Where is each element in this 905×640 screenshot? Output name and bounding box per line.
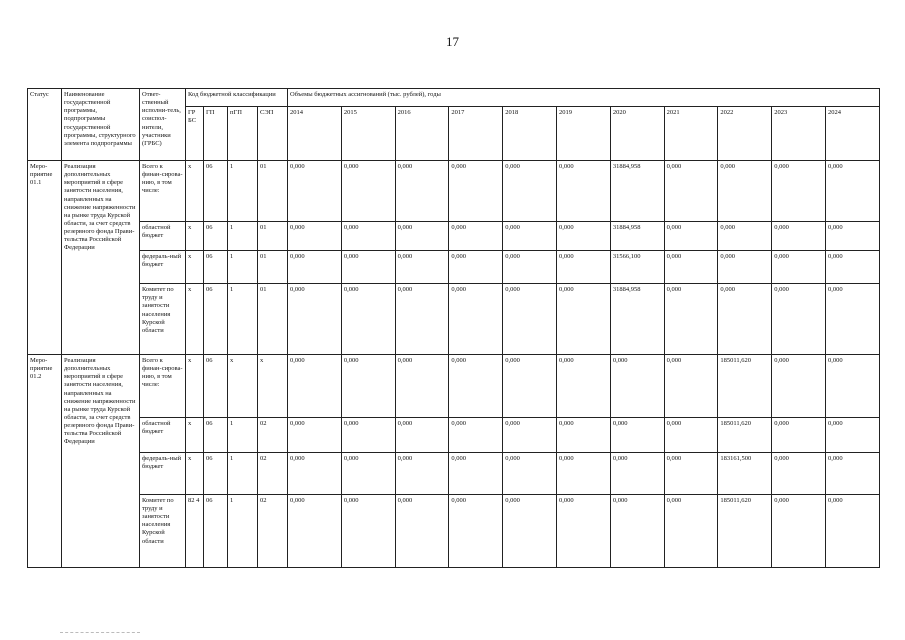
- responsible-cell: областной бюджет: [140, 221, 186, 250]
- status-cell: Меро-приятие 01.1: [28, 161, 62, 355]
- grbs-cell: х: [186, 355, 204, 418]
- value-cell: 0,000: [341, 250, 395, 283]
- value-cell: 0,000: [826, 355, 880, 418]
- pgp-cell: 1: [228, 494, 258, 567]
- header-volumes: Объемы бюджетных ассигнований (тыс. рублей), годы: [288, 89, 880, 107]
- value-cell: 0,000: [826, 250, 880, 283]
- value-cell: 0,000: [503, 494, 557, 567]
- responsible-cell: федераль-ный бюджет: [140, 250, 186, 283]
- value-cell: 0,000: [557, 250, 611, 283]
- value-cell: 0,000: [772, 221, 826, 250]
- header-year: 2023: [772, 107, 826, 161]
- value-cell: 0,000: [341, 221, 395, 250]
- grbs-cell: 82 4: [186, 494, 204, 567]
- value-cell: 0,000: [503, 221, 557, 250]
- grbs-cell: х: [186, 221, 204, 250]
- gp-cell: 06: [204, 453, 228, 495]
- gp-cell: 06: [204, 250, 228, 283]
- value-cell: 0,000: [664, 417, 718, 452]
- value-cell: 0,000: [395, 417, 449, 452]
- value-cell: 0,000: [718, 250, 772, 283]
- value-cell: 0,000: [395, 284, 449, 355]
- responsible-cell: Комитет по труду и занятости населения Курской области: [140, 494, 186, 567]
- table-row: [28, 284, 880, 355]
- value-cell: 185011,620: [718, 494, 772, 567]
- gp-cell: 06: [204, 221, 228, 250]
- value-cell: 0,000: [288, 453, 342, 495]
- value-cell: 0,000: [395, 355, 449, 418]
- header-budget-code: Код бюджетной классификации: [186, 89, 288, 107]
- value-cell: 0,000: [341, 453, 395, 495]
- pgp-cell: 1: [228, 221, 258, 250]
- header-year: 2024: [826, 107, 880, 161]
- header-grbs: ГР БС: [186, 107, 204, 161]
- header-year: 2020: [610, 107, 664, 161]
- value-cell: 0,000: [664, 161, 718, 222]
- value-cell: 0,000: [557, 221, 611, 250]
- value-cell: 0,000: [288, 355, 342, 418]
- value-cell: 0,000: [395, 250, 449, 283]
- value-cell: 31566,100: [610, 250, 664, 283]
- value-cell: 0,000: [557, 284, 611, 355]
- status-cell: Меро-приятие 01.2: [28, 355, 62, 568]
- value-cell: 0,000: [610, 417, 664, 452]
- header-year: 2022: [718, 107, 772, 161]
- pgp-cell: 1: [228, 453, 258, 495]
- value-cell: 0,000: [557, 161, 611, 222]
- value-cell: 0,000: [610, 453, 664, 495]
- budget-table: [27, 88, 880, 568]
- sep-cell: 02: [258, 453, 288, 495]
- gp-cell: 06: [204, 355, 228, 418]
- value-cell: 185011,620: [718, 355, 772, 418]
- responsible-cell: Комитет по труду и занятости населения Курской области: [140, 284, 186, 355]
- name-cell: Реализация дополнительных мероприятий в сфере занятости населения, направленных на снижение напряженности на рынке труда Курской области, за счет средств резервного фонда Прави-тельства Российской Федерации: [62, 161, 140, 355]
- value-cell: 183161,500: [718, 453, 772, 495]
- header-year: 2017: [449, 107, 503, 161]
- sep-cell: 01: [258, 221, 288, 250]
- value-cell: 0,000: [288, 250, 342, 283]
- value-cell: 0,000: [826, 221, 880, 250]
- header-gp: ГП: [204, 107, 228, 161]
- value-cell: 185011,620: [718, 417, 772, 452]
- grbs-cell: х: [186, 453, 204, 495]
- value-cell: 0,000: [718, 161, 772, 222]
- responsible-cell: федераль-ный бюджет: [140, 453, 186, 495]
- value-cell: 0,000: [341, 161, 395, 222]
- value-cell: 0,000: [395, 494, 449, 567]
- responsible-cell: Всего к финан-сирова-нию, в том числе:: [140, 161, 186, 222]
- header-year: 2016: [395, 107, 449, 161]
- value-cell: 0,000: [341, 494, 395, 567]
- value-cell: 0,000: [664, 494, 718, 567]
- value-cell: 0,000: [503, 250, 557, 283]
- value-cell: 0,000: [772, 494, 826, 567]
- value-cell: 0,000: [341, 355, 395, 418]
- value-cell: 0,000: [610, 355, 664, 418]
- responsible-cell: областной бюджет: [140, 417, 186, 452]
- name-cell: Реализация дополнительных мероприятий в сфере занятости населения, направленных на снижение напряженности на рынке труда Курской области, за счет средств резервного фонда Прави-тельства Российской Федерации: [62, 355, 140, 568]
- sep-cell: 01: [258, 250, 288, 283]
- header-year: 2019: [557, 107, 611, 161]
- value-cell: 0,000: [826, 494, 880, 567]
- value-cell: 0,000: [718, 221, 772, 250]
- value-cell: 0,000: [449, 221, 503, 250]
- value-cell: 0,000: [449, 355, 503, 418]
- header-year: 2015: [341, 107, 395, 161]
- header-status: Статус: [28, 89, 62, 161]
- value-cell: 0,000: [503, 417, 557, 452]
- value-cell: 0,000: [503, 355, 557, 418]
- sep-cell: 01: [258, 161, 288, 222]
- header-year: 2018: [503, 107, 557, 161]
- value-cell: 0,000: [288, 161, 342, 222]
- value-cell: 0,000: [772, 284, 826, 355]
- table-row: [28, 355, 880, 418]
- pgp-cell: х: [228, 355, 258, 418]
- table-row: [28, 453, 880, 495]
- value-cell: 0,000: [341, 284, 395, 355]
- value-cell: 0,000: [449, 417, 503, 452]
- header-name: Наименование государственной программы, подпрограммы государственной программы, структурного элемента подпрограммы: [62, 89, 140, 161]
- value-cell: 0,000: [557, 417, 611, 452]
- value-cell: 0,000: [503, 161, 557, 222]
- value-cell: 0,000: [826, 417, 880, 452]
- value-cell: 0,000: [503, 453, 557, 495]
- value-cell: 0,000: [341, 417, 395, 452]
- value-cell: 0,000: [826, 161, 880, 222]
- table-row: [28, 221, 880, 250]
- header-sep: СЭП: [258, 107, 288, 161]
- sep-cell: х: [258, 355, 288, 418]
- table-body: [28, 161, 880, 568]
- table-row: [28, 494, 880, 567]
- grbs-cell: х: [186, 284, 204, 355]
- value-cell: 0,000: [449, 250, 503, 283]
- value-cell: 0,000: [610, 494, 664, 567]
- table-row: [28, 417, 880, 452]
- value-cell: 0,000: [557, 453, 611, 495]
- value-cell: 0,000: [449, 161, 503, 222]
- sep-cell: 02: [258, 494, 288, 567]
- value-cell: 0,000: [772, 417, 826, 452]
- value-cell: 0,000: [664, 284, 718, 355]
- value-cell: 0,000: [288, 284, 342, 355]
- value-cell: 0,000: [288, 221, 342, 250]
- header-year: 2021: [664, 107, 718, 161]
- table-row: [28, 161, 880, 222]
- value-cell: 0,000: [826, 284, 880, 355]
- sep-cell: 02: [258, 417, 288, 452]
- value-cell: 31884,958: [610, 161, 664, 222]
- page-number: 17: [446, 34, 459, 49]
- value-cell: 31884,958: [610, 221, 664, 250]
- value-cell: 0,000: [664, 453, 718, 495]
- gp-cell: 06: [204, 417, 228, 452]
- value-cell: 0,000: [449, 494, 503, 567]
- value-cell: 0,000: [664, 221, 718, 250]
- value-cell: 0,000: [664, 250, 718, 283]
- sep-cell: 01: [258, 284, 288, 355]
- value-cell: 31884,958: [610, 284, 664, 355]
- value-cell: 0,000: [772, 161, 826, 222]
- gp-cell: 06: [204, 161, 228, 222]
- gp-cell: 06: [204, 494, 228, 567]
- grbs-cell: х: [186, 161, 204, 222]
- grbs-cell: х: [186, 417, 204, 452]
- value-cell: 0,000: [664, 355, 718, 418]
- value-cell: 0,000: [772, 355, 826, 418]
- value-cell: 0,000: [772, 453, 826, 495]
- grbs-cell: х: [186, 250, 204, 283]
- table-row: [28, 250, 880, 283]
- value-cell: 0,000: [449, 284, 503, 355]
- pgp-cell: 1: [228, 250, 258, 283]
- header-responsible: Ответ-ственный исполни-тель, соиспол-нители, участники (ГРБС): [140, 89, 186, 161]
- pgp-cell: 1: [228, 417, 258, 452]
- value-cell: 0,000: [718, 284, 772, 355]
- value-cell: 0,000: [395, 161, 449, 222]
- value-cell: 0,000: [288, 494, 342, 567]
- value-cell: 0,000: [288, 417, 342, 452]
- gp-cell: 06: [204, 284, 228, 355]
- pgp-cell: 1: [228, 161, 258, 222]
- value-cell: 0,000: [772, 250, 826, 283]
- value-cell: 0,000: [395, 221, 449, 250]
- header-pgp: пГП: [228, 107, 258, 161]
- value-cell: 0,000: [449, 453, 503, 495]
- scan-artifact: [60, 632, 140, 634]
- responsible-cell: Всего к финан-сирова-нию, в том числе:: [140, 355, 186, 418]
- value-cell: 0,000: [826, 453, 880, 495]
- pgp-cell: 1: [228, 284, 258, 355]
- header-year: 2014: [288, 107, 342, 161]
- value-cell: 0,000: [503, 284, 557, 355]
- value-cell: 0,000: [557, 355, 611, 418]
- value-cell: 0,000: [557, 494, 611, 567]
- value-cell: 0,000: [395, 453, 449, 495]
